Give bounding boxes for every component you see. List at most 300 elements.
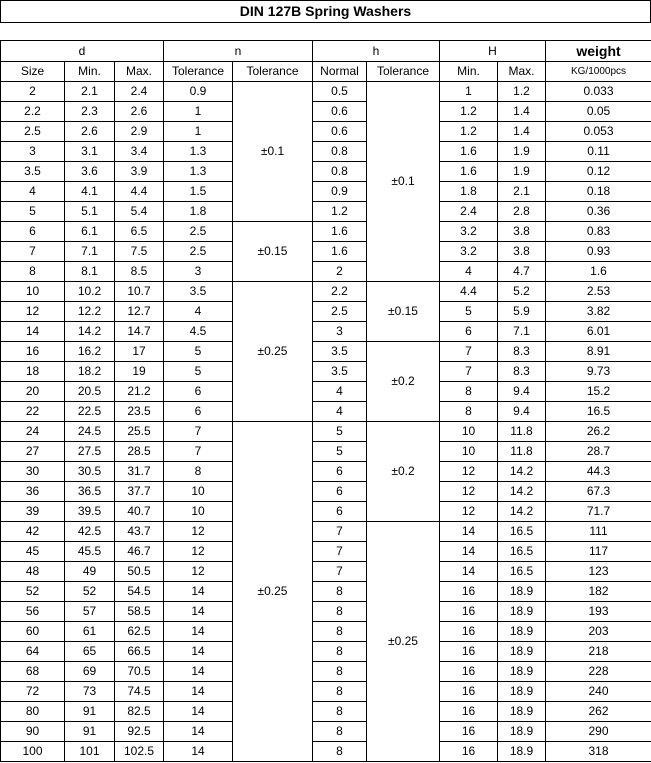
size-cell: 8 xyxy=(1,262,65,282)
H-max-cell: 1.9 xyxy=(498,142,546,162)
d-min-cell: 18.2 xyxy=(65,362,115,382)
d-max-cell: 10.7 xyxy=(115,282,164,302)
table-row xyxy=(1,402,651,422)
h-normal-cell: 5 xyxy=(313,442,367,462)
size-cell: 64 xyxy=(1,642,65,662)
h-normal-cell: 8 xyxy=(313,582,367,602)
H-min-cell: 3.2 xyxy=(440,242,498,262)
H-max-cell: 18.9 xyxy=(498,702,546,722)
size-cell: 4 xyxy=(1,182,65,202)
d-min-cell: 2.1 xyxy=(65,82,115,102)
col-n-group-tolerance-header: Tolerance xyxy=(233,62,313,82)
group-h-header: h xyxy=(313,41,440,62)
table-row xyxy=(1,722,651,742)
d-max-cell: 2.6 xyxy=(115,102,164,122)
H-min-cell: 16 xyxy=(440,662,498,682)
d-min-cell: 52 xyxy=(65,582,115,602)
size-cell: 6 xyxy=(1,222,65,242)
H-min-cell: 1 xyxy=(440,82,498,102)
H-max-cell: 9.4 xyxy=(498,382,546,402)
col-n-tolerance-header: Tolerance xyxy=(164,62,233,82)
H-min-cell: 16 xyxy=(440,722,498,742)
weight-cell: 71.7 xyxy=(546,502,651,522)
size-cell: 68 xyxy=(1,662,65,682)
d-min-cell: 27.5 xyxy=(65,442,115,462)
d-max-cell: 2.9 xyxy=(115,122,164,142)
H-max-cell: 7.1 xyxy=(498,322,546,342)
size-cell: 2.5 xyxy=(1,122,65,142)
H-min-cell: 16 xyxy=(440,622,498,642)
table-row xyxy=(1,562,651,582)
h-normal-cell: 6 xyxy=(313,482,367,502)
d-max-cell: 3.9 xyxy=(115,162,164,182)
weight-cell: 6.01 xyxy=(546,322,651,342)
group-header-row xyxy=(1,41,651,62)
size-cell: 14 xyxy=(1,322,65,342)
d-max-cell: 62.5 xyxy=(115,622,164,642)
d-max-cell: 2.4 xyxy=(115,82,164,102)
n-tolerance-cell: 3 xyxy=(164,262,233,282)
d-max-cell: 19 xyxy=(115,362,164,382)
size-cell: 3.5 xyxy=(1,162,65,182)
d-min-cell: 3.1 xyxy=(65,142,115,162)
h-normal-cell: 4 xyxy=(313,402,367,422)
h-normal-cell: 2.5 xyxy=(313,302,367,322)
table-row xyxy=(1,502,651,522)
d-min-cell: 2.3 xyxy=(65,102,115,122)
H-max-cell: 5.9 xyxy=(498,302,546,322)
H-min-cell: 16 xyxy=(440,682,498,702)
table-row xyxy=(1,342,651,362)
n-tolerance-cell: 8 xyxy=(164,462,233,482)
size-cell: 30 xyxy=(1,462,65,482)
n-tolerance-cell: 14 xyxy=(164,702,233,722)
d-max-cell: 31.7 xyxy=(115,462,164,482)
weight-cell: 28.7 xyxy=(546,442,651,462)
H-min-cell: 5 xyxy=(440,302,498,322)
weight-cell: 0.36 xyxy=(546,202,651,222)
column-header-row xyxy=(1,62,651,82)
table-row xyxy=(1,182,651,202)
table-row xyxy=(1,742,651,762)
H-max-cell: 14.2 xyxy=(498,482,546,502)
H-max-cell: 8.3 xyxy=(498,342,546,362)
n-group-tolerance-cell: ±0.15 xyxy=(233,222,313,282)
H-max-cell: 1.9 xyxy=(498,162,546,182)
d-max-cell: 102.5 xyxy=(115,742,164,762)
spring-washer-table xyxy=(0,40,651,762)
weight-cell: 182 xyxy=(546,582,651,602)
h-normal-cell: 6 xyxy=(313,502,367,522)
H-min-cell: 3.2 xyxy=(440,222,498,242)
h-normal-cell: 3.5 xyxy=(313,342,367,362)
size-cell: 45 xyxy=(1,542,65,562)
table-row xyxy=(1,622,651,642)
weight-cell: 9.73 xyxy=(546,362,651,382)
weight-cell: 111 xyxy=(546,522,651,542)
d-max-cell: 58.5 xyxy=(115,602,164,622)
group-n-header: n xyxy=(164,41,313,62)
weight-cell: 8.91 xyxy=(546,342,651,362)
d-min-cell: 91 xyxy=(65,702,115,722)
n-tolerance-cell: 1.3 xyxy=(164,142,233,162)
H-max-cell: 2.8 xyxy=(498,202,546,222)
col-h-normal-header: Normal xyxy=(313,62,367,82)
table-row xyxy=(1,462,651,482)
weight-cell: 203 xyxy=(546,622,651,642)
d-max-cell: 17 xyxy=(115,342,164,362)
H-max-cell: 18.9 xyxy=(498,642,546,662)
group-d-header: d xyxy=(1,41,164,62)
size-cell: 18 xyxy=(1,362,65,382)
h-normal-cell: 8 xyxy=(313,682,367,702)
n-tolerance-cell: 14 xyxy=(164,742,233,762)
H-min-cell: 14 xyxy=(440,522,498,542)
d-min-cell: 5.1 xyxy=(65,202,115,222)
table-row xyxy=(1,122,651,142)
H-min-cell: 10 xyxy=(440,442,498,462)
weight-cell: 218 xyxy=(546,642,651,662)
H-min-cell: 1.2 xyxy=(440,122,498,142)
size-cell: 10 xyxy=(1,282,65,302)
weight-cell: 193 xyxy=(546,602,651,622)
d-min-cell: 20.5 xyxy=(65,382,115,402)
H-max-cell: 14.2 xyxy=(498,462,546,482)
h-normal-cell: 2 xyxy=(313,262,367,282)
h-normal-cell: 4 xyxy=(313,382,367,402)
weight-cell: 1.6 xyxy=(546,262,651,282)
h-normal-cell: 6 xyxy=(313,462,367,482)
h-normal-cell: 3 xyxy=(313,322,367,342)
H-max-cell: 1.2 xyxy=(498,82,546,102)
weight-cell: 0.93 xyxy=(546,242,651,262)
weight-cell: 262 xyxy=(546,702,651,722)
H-min-cell: 14 xyxy=(440,542,498,562)
table-row xyxy=(1,542,651,562)
H-max-cell: 8.3 xyxy=(498,362,546,382)
weight-cell: 0.83 xyxy=(546,222,651,242)
h-normal-cell: 7 xyxy=(313,562,367,582)
h-normal-cell: 8 xyxy=(313,742,367,762)
H-max-cell: 18.9 xyxy=(498,662,546,682)
n-tolerance-cell: 4.5 xyxy=(164,322,233,342)
d-min-cell: 7.1 xyxy=(65,242,115,262)
d-min-cell: 42.5 xyxy=(65,522,115,542)
weight-cell: 0.18 xyxy=(546,182,651,202)
n-tolerance-cell: 14 xyxy=(164,662,233,682)
h-normal-cell: 1.6 xyxy=(313,242,367,262)
col-weight-unit-header: KG/1000pcs xyxy=(546,62,651,82)
n-tolerance-cell: 10 xyxy=(164,482,233,502)
d-max-cell: 6.5 xyxy=(115,222,164,242)
table-row xyxy=(1,142,651,162)
weight-cell: 240 xyxy=(546,682,651,702)
weight-cell: 44.3 xyxy=(546,462,651,482)
col-d-min-header: Min. xyxy=(65,62,115,82)
n-tolerance-cell: 14 xyxy=(164,642,233,662)
h-normal-cell: 8 xyxy=(313,722,367,742)
table-row xyxy=(1,242,651,262)
weight-cell: 0.053 xyxy=(546,122,651,142)
weight-cell: 117 xyxy=(546,542,651,562)
d-max-cell: 7.5 xyxy=(115,242,164,262)
d-min-cell: 4.1 xyxy=(65,182,115,202)
H-min-cell: 1.6 xyxy=(440,162,498,182)
col-H-min-header: Min. xyxy=(440,62,498,82)
col-H-max-header: Max. xyxy=(498,62,546,82)
H-min-cell: 16 xyxy=(440,642,498,662)
H-min-cell: 16 xyxy=(440,582,498,602)
H-min-cell: 16 xyxy=(440,702,498,722)
page-title: DIN 127B Spring Washers xyxy=(0,0,651,23)
n-tolerance-cell: 14 xyxy=(164,682,233,702)
H-min-cell: 4 xyxy=(440,262,498,282)
H-min-cell: 6 xyxy=(440,322,498,342)
d-min-cell: 6.1 xyxy=(65,222,115,242)
table-row xyxy=(1,202,651,222)
H-min-cell: 8 xyxy=(440,402,498,422)
table-row xyxy=(1,482,651,502)
size-cell: 12 xyxy=(1,302,65,322)
table-row xyxy=(1,82,651,102)
table-row xyxy=(1,442,651,462)
n-tolerance-cell: 2.5 xyxy=(164,222,233,242)
size-cell: 2 xyxy=(1,82,65,102)
H-min-cell: 14 xyxy=(440,562,498,582)
size-cell: 20 xyxy=(1,382,65,402)
size-cell: 72 xyxy=(1,682,65,702)
d-min-cell: 2.6 xyxy=(65,122,115,142)
table-row xyxy=(1,262,651,282)
table-row xyxy=(1,222,651,242)
table-row xyxy=(1,702,651,722)
n-tolerance-cell: 1.3 xyxy=(164,162,233,182)
n-tolerance-cell: 1 xyxy=(164,102,233,122)
d-min-cell: 10.2 xyxy=(65,282,115,302)
size-cell: 60 xyxy=(1,622,65,642)
size-cell: 48 xyxy=(1,562,65,582)
d-min-cell: 45.5 xyxy=(65,542,115,562)
d-min-cell: 57 xyxy=(65,602,115,622)
table-row xyxy=(1,422,651,442)
n-tolerance-cell: 7 xyxy=(164,422,233,442)
d-max-cell: 23.5 xyxy=(115,402,164,422)
weight-cell: 228 xyxy=(546,662,651,682)
d-min-cell: 73 xyxy=(65,682,115,702)
h-normal-cell: 0.5 xyxy=(313,82,367,102)
H-min-cell: 7 xyxy=(440,362,498,382)
H-max-cell: 5.2 xyxy=(498,282,546,302)
H-max-cell: 18.9 xyxy=(498,602,546,622)
h-normal-cell: 8 xyxy=(313,642,367,662)
n-tolerance-cell: 6 xyxy=(164,402,233,422)
d-max-cell: 21.2 xyxy=(115,382,164,402)
H-max-cell: 16.5 xyxy=(498,562,546,582)
d-max-cell: 37.7 xyxy=(115,482,164,502)
weight-cell: 16.5 xyxy=(546,402,651,422)
weight-cell: 26.2 xyxy=(546,422,651,442)
d-max-cell: 43.7 xyxy=(115,522,164,542)
n-group-tolerance-cell: ±0.25 xyxy=(233,282,313,422)
H-min-cell: 7 xyxy=(440,342,498,362)
d-max-cell: 92.5 xyxy=(115,722,164,742)
n-tolerance-cell: 10 xyxy=(164,502,233,522)
h-normal-cell: 1.2 xyxy=(313,202,367,222)
group-H-header: H xyxy=(440,41,546,62)
h-normal-cell: 0.6 xyxy=(313,102,367,122)
n-tolerance-cell: 14 xyxy=(164,582,233,602)
n-tolerance-cell: 6 xyxy=(164,382,233,402)
H-max-cell: 14.2 xyxy=(498,502,546,522)
H-max-cell: 1.4 xyxy=(498,122,546,142)
table-row xyxy=(1,662,651,682)
h-normal-cell: 8 xyxy=(313,702,367,722)
size-cell: 100 xyxy=(1,742,65,762)
table-row xyxy=(1,582,651,602)
H-min-cell: 8 xyxy=(440,382,498,402)
d-min-cell: 101 xyxy=(65,742,115,762)
weight-cell: 3.82 xyxy=(546,302,651,322)
table-row xyxy=(1,382,651,402)
n-tolerance-cell: 7 xyxy=(164,442,233,462)
group-weight-header: weight xyxy=(546,41,651,62)
table-row xyxy=(1,322,651,342)
H-min-cell: 1.6 xyxy=(440,142,498,162)
H-min-cell: 16 xyxy=(440,602,498,622)
d-min-cell: 16.2 xyxy=(65,342,115,362)
table-row xyxy=(1,282,651,302)
H-max-cell: 9.4 xyxy=(498,402,546,422)
d-max-cell: 46.7 xyxy=(115,542,164,562)
H-min-cell: 12 xyxy=(440,482,498,502)
d-min-cell: 14.2 xyxy=(65,322,115,342)
n-group-tolerance-cell: ±0.25 xyxy=(233,422,313,762)
h-normal-cell: 0.8 xyxy=(313,142,367,162)
h-normal-cell: 5 xyxy=(313,422,367,442)
h-tolerance-cell: ±0.2 xyxy=(367,422,440,522)
H-max-cell: 2.1 xyxy=(498,182,546,202)
n-tolerance-cell: 1.8 xyxy=(164,202,233,222)
H-max-cell: 11.8 xyxy=(498,442,546,462)
weight-cell: 0.12 xyxy=(546,162,651,182)
h-normal-cell: 0.8 xyxy=(313,162,367,182)
col-h-tolerance-header: Tolerance xyxy=(367,62,440,82)
d-max-cell: 40.7 xyxy=(115,502,164,522)
weight-cell: 0.05 xyxy=(546,102,651,122)
n-tolerance-cell: 5 xyxy=(164,342,233,362)
weight-cell: 0.11 xyxy=(546,142,651,162)
size-cell: 16 xyxy=(1,342,65,362)
h-tolerance-cell: ±0.15 xyxy=(367,282,440,342)
h-normal-cell: 8 xyxy=(313,622,367,642)
H-max-cell: 4.7 xyxy=(498,262,546,282)
size-cell: 52 xyxy=(1,582,65,602)
d-max-cell: 66.5 xyxy=(115,642,164,662)
n-tolerance-cell: 1 xyxy=(164,122,233,142)
H-max-cell: 18.9 xyxy=(498,682,546,702)
n-group-tolerance-cell: ±0.1 xyxy=(233,82,313,222)
h-normal-cell: 8 xyxy=(313,662,367,682)
n-tolerance-cell: 2.5 xyxy=(164,242,233,262)
d-min-cell: 8.1 xyxy=(65,262,115,282)
H-max-cell: 3.8 xyxy=(498,242,546,262)
size-cell: 7 xyxy=(1,242,65,262)
H-min-cell: 1.8 xyxy=(440,182,498,202)
size-cell: 3 xyxy=(1,142,65,162)
size-cell: 22 xyxy=(1,402,65,422)
size-cell: 5 xyxy=(1,202,65,222)
h-tolerance-cell: ±0.2 xyxy=(367,342,440,422)
weight-cell: 2.53 xyxy=(546,282,651,302)
n-tolerance-cell: 3.5 xyxy=(164,282,233,302)
H-max-cell: 18.9 xyxy=(498,582,546,602)
H-min-cell: 12 xyxy=(440,502,498,522)
h-normal-cell: 0.9 xyxy=(313,182,367,202)
h-normal-cell: 3.5 xyxy=(313,362,367,382)
d-max-cell: 28.5 xyxy=(115,442,164,462)
H-min-cell: 12 xyxy=(440,462,498,482)
weight-cell: 15.2 xyxy=(546,382,651,402)
H-max-cell: 16.5 xyxy=(498,522,546,542)
H-max-cell: 18.9 xyxy=(498,742,546,762)
n-tolerance-cell: 1.5 xyxy=(164,182,233,202)
n-tolerance-cell: 12 xyxy=(164,562,233,582)
n-tolerance-cell: 14 xyxy=(164,622,233,642)
d-max-cell: 8.5 xyxy=(115,262,164,282)
h-tolerance-cell: ±0.1 xyxy=(367,82,440,282)
weight-cell: 0.033 xyxy=(546,82,651,102)
d-max-cell: 70.5 xyxy=(115,662,164,682)
n-tolerance-cell: 14 xyxy=(164,722,233,742)
size-cell: 56 xyxy=(1,602,65,622)
d-min-cell: 3.6 xyxy=(65,162,115,182)
size-cell: 80 xyxy=(1,702,65,722)
d-min-cell: 36.5 xyxy=(65,482,115,502)
d-max-cell: 50.5 xyxy=(115,562,164,582)
size-cell: 42 xyxy=(1,522,65,542)
size-cell: 90 xyxy=(1,722,65,742)
size-cell: 36 xyxy=(1,482,65,502)
h-tolerance-cell: ±0.25 xyxy=(367,522,440,762)
n-tolerance-cell: 12 xyxy=(164,522,233,542)
h-normal-cell: 8 xyxy=(313,602,367,622)
H-min-cell: 10 xyxy=(440,422,498,442)
d-min-cell: 12.2 xyxy=(65,302,115,322)
size-cell: 39 xyxy=(1,502,65,522)
h-normal-cell: 7 xyxy=(313,522,367,542)
n-tolerance-cell: 4 xyxy=(164,302,233,322)
weight-cell: 67.3 xyxy=(546,482,651,502)
h-normal-cell: 0.6 xyxy=(313,122,367,142)
weight-cell: 123 xyxy=(546,562,651,582)
n-tolerance-cell: 0.9 xyxy=(164,82,233,102)
n-tolerance-cell: 14 xyxy=(164,602,233,622)
d-max-cell: 12.7 xyxy=(115,302,164,322)
d-max-cell: 4.4 xyxy=(115,182,164,202)
d-max-cell: 5.4 xyxy=(115,202,164,222)
col-size-header: Size xyxy=(1,62,65,82)
size-cell: 2.2 xyxy=(1,102,65,122)
H-max-cell: 3.8 xyxy=(498,222,546,242)
d-min-cell: 65 xyxy=(65,642,115,662)
H-max-cell: 16.5 xyxy=(498,542,546,562)
H-min-cell: 2.4 xyxy=(440,202,498,222)
table-row xyxy=(1,102,651,122)
d-min-cell: 91 xyxy=(65,722,115,742)
table-row xyxy=(1,642,651,662)
table-row xyxy=(1,522,651,542)
d-max-cell: 14.7 xyxy=(115,322,164,342)
